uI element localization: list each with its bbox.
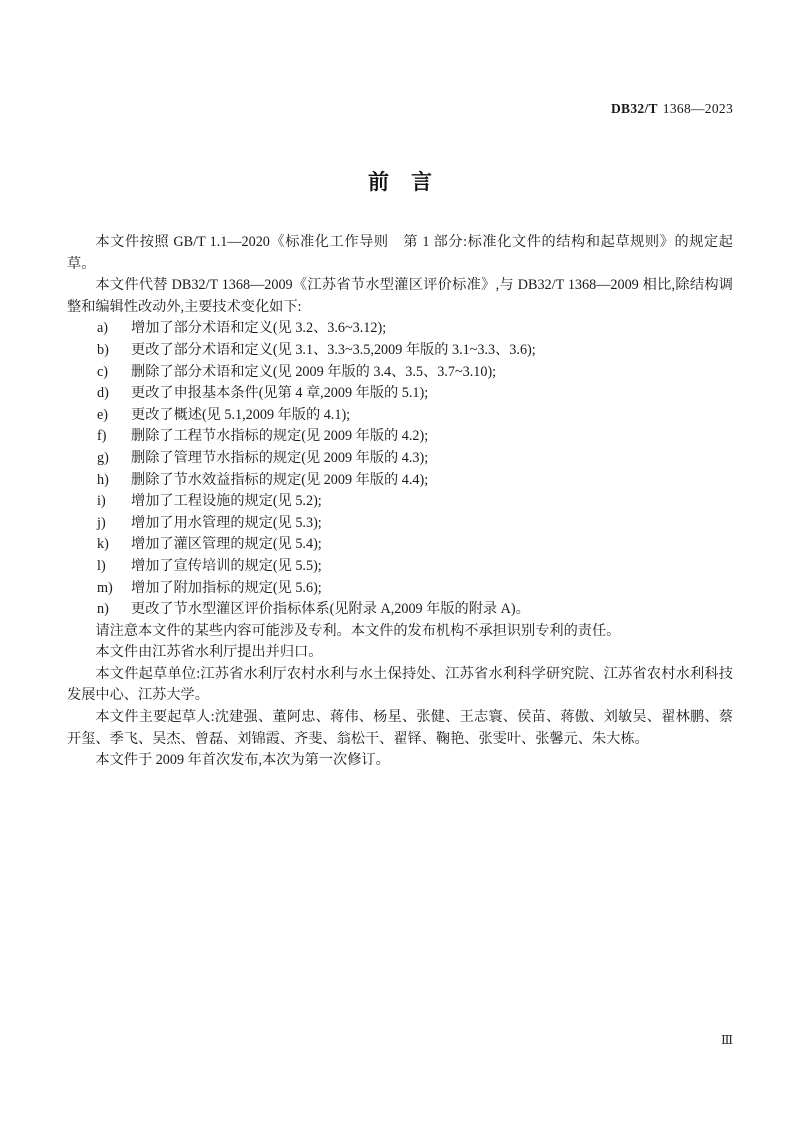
- paragraph-proposing-body: 本文件由江苏省水利厅提出并归口。: [95, 644, 323, 661]
- list-marker: e): [97, 406, 109, 423]
- standard-prefix: DB32/T: [610, 101, 658, 116]
- list-marker: k): [97, 536, 109, 553]
- list-marker: m): [97, 579, 113, 596]
- list-item-text: 删除了节水效益指标的规定(见 2009 年版的 4.4);: [131, 471, 429, 488]
- standard-number: 1368—2023: [662, 101, 733, 116]
- list-item: [67, 340, 733, 362]
- list-marker: d): [97, 385, 109, 402]
- paragraph-revision-history: 本文件于 2009 年首次发布,本次为第一次修订。: [95, 752, 390, 769]
- list-item-text: 增加了附加指标的规定(见 5.6);: [131, 579, 322, 596]
- list-item-text: 删除了管理节水指标的规定(见 2009 年版的 4.3);: [131, 449, 429, 466]
- document-body: [67, 232, 733, 772]
- list-item-text: 增加了工程设施的规定(见 5.2);: [131, 493, 322, 510]
- list-item-text: 增加了用水管理的规定(见 5.3);: [131, 514, 322, 531]
- list-item: [67, 534, 733, 556]
- list-marker: f): [97, 428, 107, 445]
- list-item-text: 更改了概述(见 5.1,2009 年版的 4.1);: [131, 406, 351, 423]
- list-marker: n): [97, 601, 109, 618]
- list-item-text: 更改了申报基本条件(见第 4 章,2009 年版的 5.1);: [131, 385, 429, 402]
- list-item: [67, 470, 733, 492]
- list-item: [67, 491, 733, 513]
- list-item-text: 增加了部分术语和定义(见 3.2、3.6~3.12);: [131, 320, 387, 337]
- page-number: Ⅲ: [720, 1033, 733, 1047]
- paragraph-drafting-units: 本文件起草单位:江苏省水利厅农村水利与水土保持处、江苏省水利科学研究院、江苏省农村水利科技发展中心、江苏大学。: [67, 665, 733, 704]
- list-item: [67, 448, 733, 470]
- paragraph-patent-notice: 请注意本文件的某些内容可能涉及专利。本文件的发布机构不承担识别专利的责任。: [95, 622, 621, 639]
- list-item: [67, 599, 733, 621]
- list-item: [67, 426, 733, 448]
- running-header: [67, 101, 733, 117]
- paragraph-scope-basis: 本文件按照 GB/T 1.1—2020《标准化工作导则 第 1 部分:标准化文件的结构和起草规则》的规定起草。: [67, 234, 733, 272]
- list-item-text: 更改了部分术语和定义(见 3.1、3.3~3.5,2009 年版的 3.1~3.3、3.6);: [131, 341, 536, 358]
- list-item: [67, 513, 733, 535]
- list-item-text: 增加了宣传培训的规定(见 5.5);: [131, 557, 322, 574]
- list-item-text: 删除了工程节水指标的规定(见 2009 年版的 4.2);: [131, 428, 429, 445]
- list-marker: l): [97, 557, 106, 574]
- page-title: 前言: [368, 170, 454, 194]
- list-marker: a): [97, 320, 109, 337]
- paragraph-drafters: 本文件主要起草人:沈建强、董阿忠、蒋伟、杨星、张健、王志寰、侯苗、蒋傲、刘敏吴、翟林鹏、蔡开玺、季飞、吴杰、曾磊、刘锦霞、齐斐、翁松干、翟铎、鞠艳、张雯叶、张馨元、朱大栋。: [67, 709, 733, 747]
- list-item-text: 增加了灌区管理的规定(见 5.4);: [131, 536, 322, 553]
- list-marker: g): [97, 449, 109, 466]
- list-marker: b): [97, 341, 109, 358]
- list-item-text: 更改了节水型灌区评价指标体系(见附录 A,2009 年版的附录 A)。: [131, 601, 530, 618]
- list-item: [67, 383, 733, 405]
- list-item: [67, 362, 733, 384]
- technical-changes-list: [67, 318, 733, 620]
- list-item: [67, 318, 733, 340]
- list-item: [67, 405, 733, 427]
- list-marker: h): [97, 471, 109, 488]
- list-marker: i): [97, 493, 106, 510]
- list-item: [67, 556, 733, 578]
- list-item: [67, 578, 733, 600]
- list-marker: c): [97, 363, 109, 380]
- list-item-text: 删除了部分术语和定义(见 2009 年版的 3.4、3.5、3.7~3.10);: [131, 363, 497, 380]
- list-marker: j): [97, 514, 106, 531]
- paragraph-replacement-note: 本文件代替 DB32/T 1368—2009《江苏省节水型灌区评价标准》,与 DB32/T 1368—2009 相比,除结构调整和编辑性改动外,主要技术变化如下:: [67, 277, 733, 315]
